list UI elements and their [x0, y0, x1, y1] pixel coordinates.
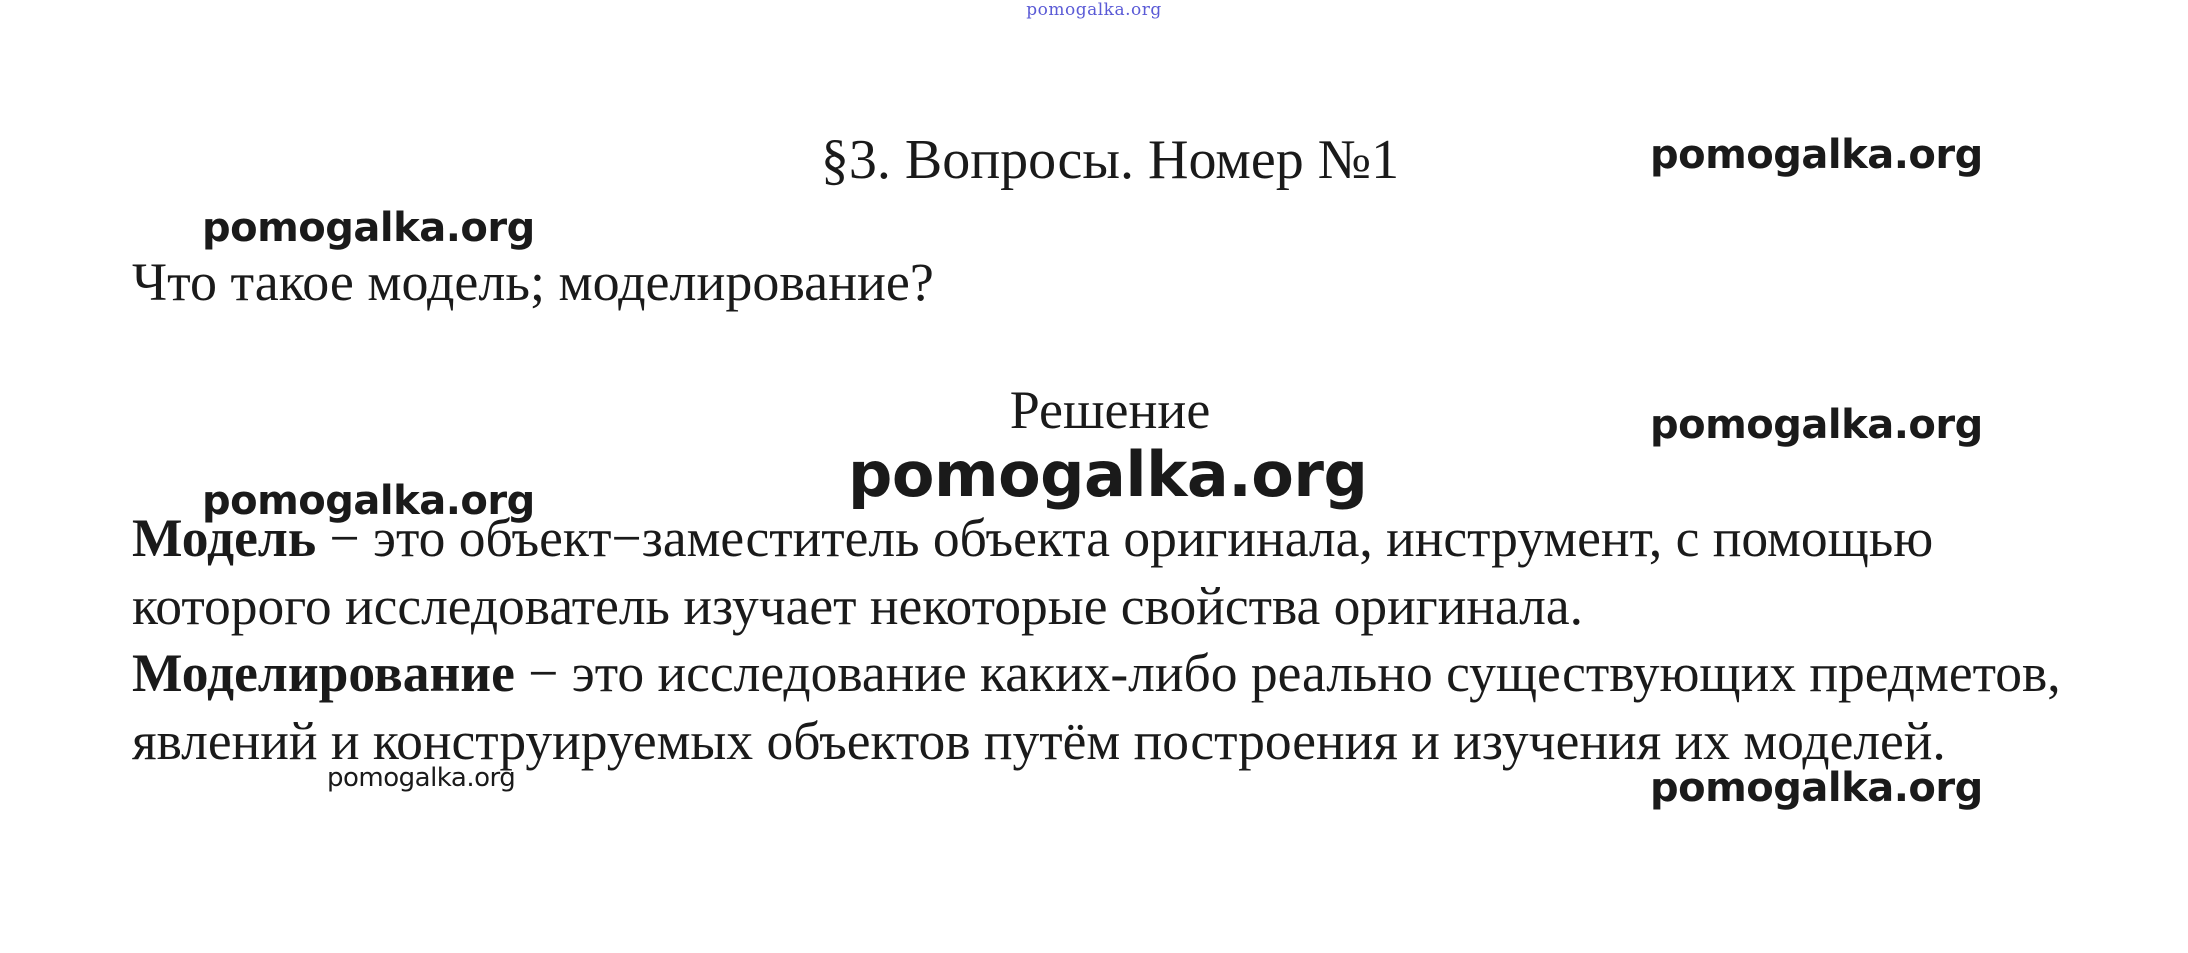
- modeling-definition: − это исследование каких-либо реально существующих предметов, явлений и конструируемых объектов путём построения и изучения их моделей.: [132, 643, 2061, 771]
- modeling-definition-paragraph: [132, 640, 2132, 775]
- watermark: pomogalka.org: [202, 478, 535, 524]
- model-definition-paragraph: [132, 505, 2132, 640]
- watermark: pomogalka.org: [1650, 765, 1983, 811]
- watermark: pomogalka.org: [202, 205, 535, 251]
- model-term: Модель: [132, 508, 317, 568]
- page-title: §3. Вопросы. Номер №1: [820, 129, 1400, 191]
- watermark: pomogalka.org: [327, 763, 516, 793]
- modeling-term: Моделирование: [132, 643, 515, 703]
- model-definition: − это объект−заместитель объекта оригинала, инструмент, с помощью которого исследователь изучает некоторые свойства оригинала.: [132, 508, 1934, 636]
- header-watermark: pomogalka.org: [1026, 0, 1162, 20]
- watermark: pomogalka.org: [1650, 402, 1983, 448]
- solution-heading: Решение: [1009, 380, 1211, 440]
- answer-text: [132, 505, 2132, 775]
- watermark: pomogalka.org: [1650, 132, 1983, 178]
- question-text: Что такое модель; моделирование?: [132, 252, 934, 312]
- watermark: pomogalka.org: [848, 438, 1368, 511]
